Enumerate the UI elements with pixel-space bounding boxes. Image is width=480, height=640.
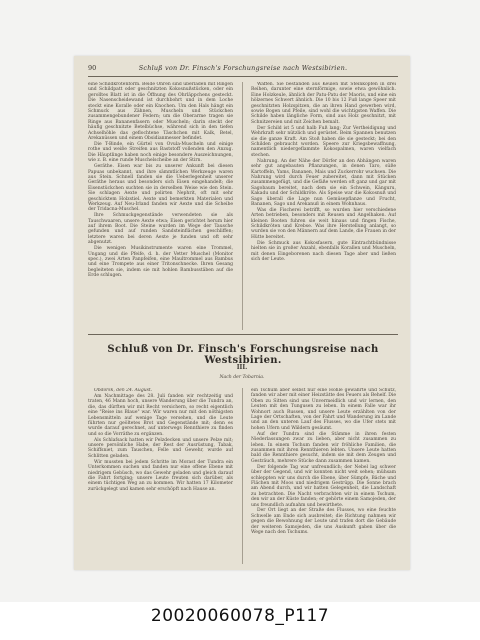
bottom-right-column	[251, 388, 396, 564]
section-rule	[88, 334, 398, 335]
archive-id-caption: 20020060078_P117	[150, 606, 330, 626]
paragraph: Ihre Schmuckgegenstände verwendeten sie als Tauschwaaren, unsere Aexte etwa; Eisen gerichtet herum hier auf ihrem Boot. Die Steine wurden im Wege der Tausche gefunden und auf runden Sandsteinflächen geschliffen; letztere waren bei deren Aexte je funden und oft sehr abgenutzt.	[88, 213, 233, 246]
article-title: Schluß von Dr. Finsch's Forschungsreise nach Westsibirien.	[107, 344, 379, 366]
paragraph: Der Ort liegt an der Straße des Flusses, wo eine feuchte Schwelle am Ende sich ausbreitet; die Richtung nahmen wir gegen die Bewohnung der Leute und trafen dort die Gebäude der weiteren Samojeden, die uns Auskunft gaben über die Wege nach den Tschums.	[251, 508, 396, 536]
bottom-left-column	[88, 388, 233, 564]
page-header	[88, 64, 398, 76]
paragraph: Die Schmuck aus Kokosfasern, gute Eintrachtbündnisse hielten sie in großer Anzahl, ebenfalls Korallen und Muscheln, mit denen Eingeborenen nach diesen Tage aber und ließen sich der Leute.	[251, 240, 396, 262]
header-rule	[88, 76, 398, 77]
column-divider	[242, 82, 243, 330]
top-left-column	[88, 82, 233, 330]
page-number: 90	[88, 64, 97, 72]
paragraph: Der Schild ist 5 und halb Fuß lang; Zur Vertheidigung und Wehrkraft sehr nützlich und gerüstet. Beim Spannen benutzen sie die ganze Kraft. Am Stoß haben die sie gesteckt; bei den Schilden gebraucht worden. Speere zur Kriegsbewaffnung, namentlich niedergeflammte Kokospalmen, waren vielfach stechen.	[251, 125, 396, 158]
book-page	[74, 56, 410, 570]
paragraph: Als Schlafsack hatten wir Pelzdecken und unsere Pelze mit; unsere persönliche Habe, der Rest der Ausrüstung, Tabak, Schiffsniet, zum Tauschen, Felle und Gewehr, wurde auf Schlitten geladen.	[88, 437, 233, 459]
paragraph: Am Nachmittage des 28. Juli fanden wir rechtzeitig und traten, 46 Mann hoch, unsere Wanderung über die Tundra an, die, das dürften wir mit Recht versichern, so recht eigentlich eine "Reise ins Blaue" war. Wir waren nur mit den nöthigsten Lebensmitteln auf wenige Tage versehen, und die Leute führten nur geöltetes Brot und Gegenstände mit; denn es wurde darauf gerechnet, auf unterwegs Rennthiere zu finden und so die Vorräthe zu ergänzen.	[88, 393, 233, 437]
paragraph: Wir mussten bei jedem Schritte im Morast der Tundra ein Unterkommen suchen und fanden nur eine offene Ebene mit niedrigem Gebüsch, wo das Gewehr geladen und gleich darauf die Fahrt fortging; unsere Leute freuten sich darüber, als einem tüchtigen Weg an zu kommen. Wir hatten 17 Kilometer zurückgelegt und kamen sehr erschöpft nach Hause an.	[88, 459, 233, 492]
article-source-note: Nach der Tobarnia.	[219, 375, 265, 380]
paragraph: Die wenigen Musikinstrumente waren eine Trommel, Ungang und die Pfeife, d. h. der Vetter Muschel (Monitor spec.), zwei Arten Panpfeifen, eine Maultrommel aus Bambus und eine Trompete aus einer Tritonschnecke. Ihren Gesang begleiteten sie, indem sie mit hohlen Bambusstäben auf die Erde schlugen.	[88, 246, 233, 279]
paragraph: Der folgende Tag war unfreundlich; der Nebel lag schwer über der Gegend, und wir konnten nicht weit sehen; mühsam schleppten wir uns durch die Ebene, über Sümpfe, Bäche und Flächen mit Moos und niedrigem Gestrüpp. Die Sonne brach am Abend durch, und wir hatten Gelegenheit, die Landschaft zu betrachten. Die Nacht verbrachten wir in einem Tschum, den wir an der Küste fanden; er gehörte einem Samojeden, der uns freundlich aufnahm und bewirthete.	[251, 464, 396, 508]
paragraph: Auf der Tundra sind die Stämme in ihren festen Niederlassungen zwar zu lieben, aber nicht zusammen zu leben. In einem Tschum fanden wir fröhliche Familien, die zusammen mit ihren Rennthieren lebten. Unsere Leute hatten bald die Rennthiere gesucht, indem sie mit dem Zeugen und Gesträuch, mehrere Stücke dann zusammen kamen.	[251, 431, 396, 464]
article-part-number: III.	[236, 364, 248, 371]
paragraph: Was die Fischerei betrifft, so wurden hier verschiedene Arten betrieben, besonders mit Reusen und Angelhaken. Auf kleinen Booten fuhren sie weit hinaus und fingen Fische, Schildkröten und Krebse. Was ihre Herstellung anlangt, so wurden sie von den Männern auf dem Lande, die Frauen in der Hütte bereitet.	[251, 207, 396, 240]
paragraph: Die T-Binde, ein Gürtel von Ovula-Muscheln und einige rothe und weiße Streifen aus Baststoff vollenden den Anzug. Die Häuptlinge haben noch einige besondere Auszeichnungen, wie z. B. eine runde Muschelscheibe an der Stirn.	[88, 141, 233, 164]
paragraph: ein Tschum aber selbst nur eine Höhle gewährte und Schutz, fanden wir aber mit einer Heizstätte des Feuers als Behelf. Die Oben zu Sitten sind uns Unvermeidlich und wir lernen, den Leuten mit den Tungusen zu leben. In einem Falle war ihr Wohnort auch Russen, und unsere Leute erzählten von der Lage der Ortschaften, von der Fahrt und Wanderung im Lande und an den unteren Lauf des Flusses, wo die Ufer stets mit hohen Ufern und Wäldern gesäumt.	[251, 388, 396, 431]
top-right-column	[251, 82, 396, 330]
paragraph: Waffen. Sie bestanden aus Keulen mit Steinköpfen in drei Reihen, darunter eine sternförmige, sowie etwa gewöhnlich. Eine Holzkeule, ähnlich der Patu-Patu der Maoris, und eine ein hölzernes Schwert ähnlich. Die 10 bis 12 Fuß lange Speer mit geschnitzten Holzspitzen, die an ihren Hand gewerben wird, sowie Bogen und Pfeile, sind wohl die wichtigsten Waffen. Die Schilde haben längliche Form, sind aus Holz geschnitzt, mit Schnitzereien und mit Zeichen bemalt.	[251, 82, 396, 125]
paragraph: Geräthe. Eisen war bis zu unserer Ankunft bei diesen Papuas unbekannt, und ihre sämmtlichen Werkzeuge waren aus Stein. Schnell fanden sie die Ueberlegenheit unserer Geräthe heraus und besonders sich Eisen eingehandelt; die Eisenstückchen suchten sie in derselben Weise wie den Stein. Sie schlagen Aexte und polirten Nephrit, oft mit sehr geschicktem Holzstiel. Aexte und bemerkten Materialen und Werkzeug. Auf Neu-Irland fanden wir Aexte und die Scheibe der Tridacna-Muschel.	[88, 164, 233, 213]
column-divider	[242, 388, 243, 564]
dateline: Obdorsk, den 24. August.	[94, 388, 153, 393]
paragraph: Nahrung. An der Nähe der Dörfer an den Abhängen waren sehr gut angebauten Pflanzungen, in denen Taro, süße Kartoffeln, Yams, Bananen, Mais und Zuckerrohr wuchsen. Die Nahrung wird durch Feuer zubereitet, dann mit Stücken zusammengefügt, und die Gefäße werden oft ganz und gar mit Sagobaum bereitet, nach dem sie ein Schwein, Känguru, Kakadu und der Schildkröte. Als Speise war die Kokosnuß und Sago überall die Lage nun Gemüsepflanze und Frucht, Bananen, Sago und Arekanuß in einem Wohnhaus.	[251, 158, 396, 207]
running-head: Schluß von Dr. Finsch's Forschungsreise nach Westsibirien.	[138, 64, 348, 72]
paragraph: eine Schildkrötenform. Beide Ohren sind überladen mit Ringen und Schildpatt oder geschnitzten Kokosnußstücken, oder ein gerolltes Blatt ist in die Öffnung des Ohrläppchens gesteckt. Die Nasenscheidewand ist durchbohrt und in dem Loche steckt eine Koralle oder ein Knochen. Um den Hals hängt ein Schmuck aus Zähnen, Muscheln und Stückchen zusammengebundener Federn; um die Oberarme tragen sie Ringe aus Bananenfasern oder Muscheln; darin steckt der häufig geschnitzte Betelbüchse, während sich in den tiefen Achselhöhle das geflochtene Täschchen mit Kalk, Betel, Arekanüssen und einem Obsidianmesser befindet.	[88, 82, 233, 142]
